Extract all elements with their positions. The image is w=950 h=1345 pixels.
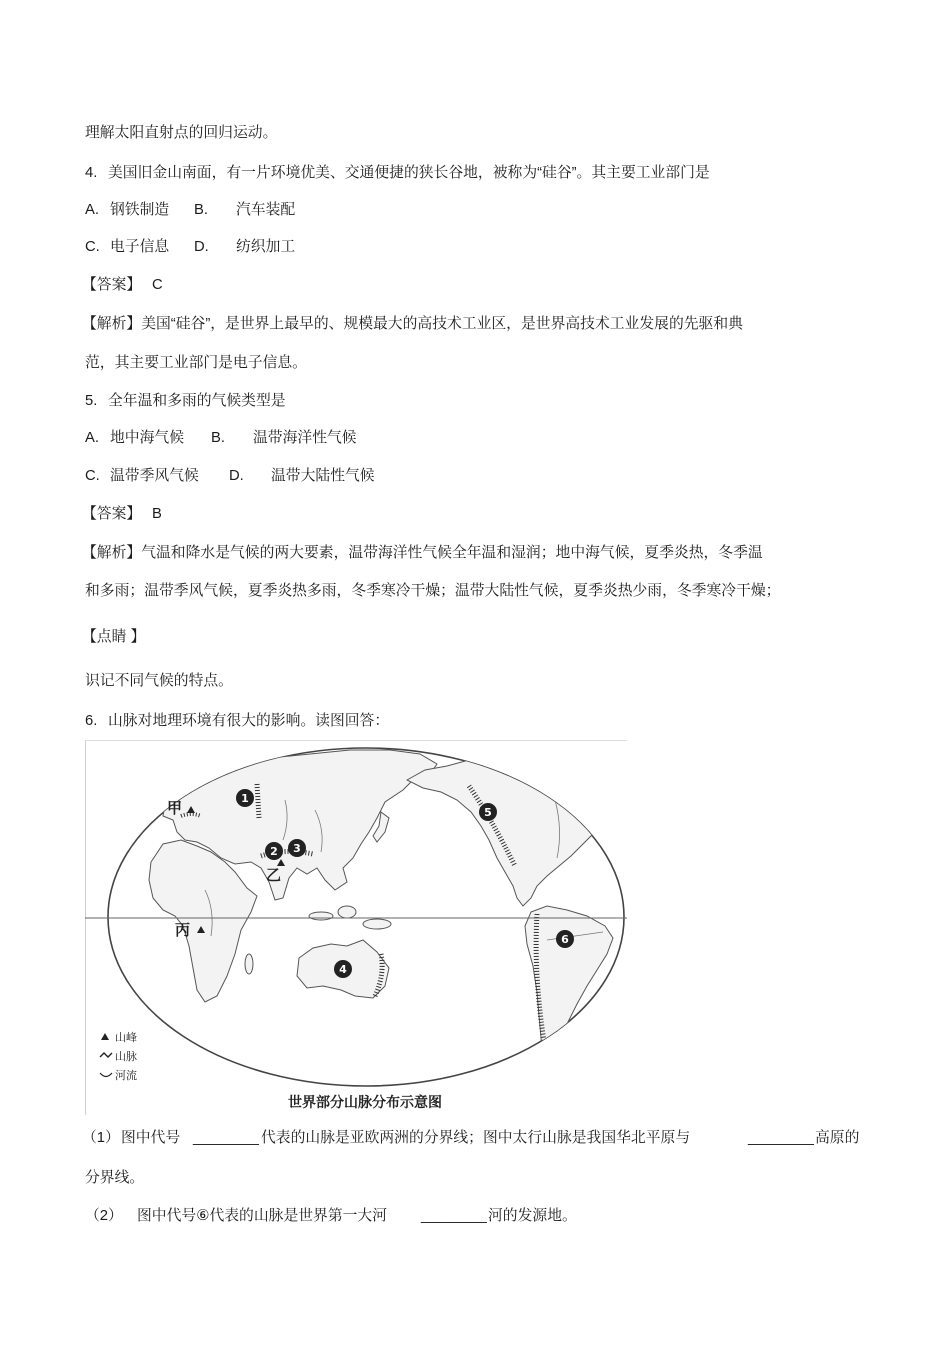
q4-analysis-label: 【解析】: [82, 316, 142, 332]
q5-option-c-text: 温带季风气候: [110, 468, 199, 484]
tip-text: 识记不同气候的特点。: [85, 673, 233, 689]
q5-answer: B: [152, 506, 162, 522]
q6-sub1-text-b: 代表的山脉是亚欧两洲的分界线；图中太行山脉是我国华北平原与: [261, 1130, 691, 1146]
legend-peak-label: 山峰: [115, 1031, 137, 1044]
q6-sub2-text-b: 河的发源地。: [488, 1208, 577, 1224]
q5-option-d-text: 温带大陆性气候: [271, 468, 375, 484]
q5-option-b-letter: B.: [211, 430, 225, 446]
q4-option-c-text: 电子信息: [110, 239, 170, 255]
map-svg: [85, 740, 627, 1115]
q6-sub1-blank-b: ________: [748, 1130, 814, 1146]
q5-number: 5.: [85, 393, 98, 409]
marker-1-label: 1: [241, 792, 249, 805]
q4-answer: C: [152, 277, 163, 293]
map-legend: [100, 1030, 137, 1082]
q4-option-b-text: 汽车装配: [236, 202, 296, 218]
tip-label: 【点睛 】: [82, 629, 146, 645]
islands-new-guinea: [363, 919, 391, 929]
q4-option-a-text: 钢铁制造: [110, 202, 170, 218]
q5-option-d-letter: D.: [229, 468, 244, 484]
q4-analysis-text-1: 美国“硅谷”，是世界上最早的、规模最大的高技术工业区，是世界高技术工业发展的先驱和典: [141, 316, 743, 332]
mountain-range-icon: [100, 1053, 112, 1057]
q4-stem: 美国旧金山南面，有一片环境优美、交通便捷的狭长谷地，被称为“硅谷”。其主要工业部门是: [108, 165, 710, 181]
q5-option-c-letter: C.: [85, 468, 100, 484]
marker-5: [479, 803, 497, 821]
marker-1: [236, 789, 254, 807]
islands-madagascar: [245, 954, 253, 974]
q5-analysis-label: 【解析】: [82, 545, 142, 561]
legend-range-label: 山脉: [115, 1050, 137, 1063]
q6-sub1-text-c: 高原的: [815, 1130, 860, 1146]
marker-3: [288, 839, 306, 857]
q6-stem: 山脉对地理环境有很大的影响。读图回答：: [108, 713, 390, 729]
marker-6: [556, 930, 574, 948]
q4-option-d-text: 纺织加工: [236, 239, 296, 255]
q6-sub2-text-a: 图中代号⑥代表的山脉是世界第一大河: [137, 1208, 388, 1224]
q4-option-a-letter: A.: [85, 202, 99, 218]
marker-4: [334, 960, 352, 978]
q6-sub1-text-d: 分界线。: [85, 1170, 145, 1186]
world-mountains-map: [85, 740, 627, 1115]
marker-6-label: 6: [561, 933, 569, 946]
q5-answer-label: 【答案】: [82, 506, 142, 522]
q6-sub2-blank-a: ________: [421, 1208, 487, 1224]
marker-2: [265, 842, 283, 860]
marker-3-label: 3: [293, 842, 301, 855]
place-label-bing: 丙: [175, 921, 191, 939]
q5-analysis-line-2: 和多雨；温带季风气候，夏季炎热多雨，冬季寒冷干燥；温带大陆性气候，夏季炎热少雨，冬季寒冷干燥；: [85, 583, 781, 599]
q4-number: 4.: [85, 165, 98, 181]
marker-5-label: 5: [484, 806, 492, 819]
continent-greenland: [555, 750, 607, 780]
intro-text: 理解太阳直射点的回归运动。: [85, 125, 278, 141]
q5-option-b-text: 温带海洋性气候: [253, 430, 357, 446]
islands-britain: [161, 783, 169, 797]
q4-option-c-letter: C.: [85, 239, 100, 255]
q5-option-a-text: 地中海气候: [110, 430, 184, 446]
q6-sub1-blank-a: ________: [193, 1130, 259, 1146]
q4-answer-label: 【答案】: [82, 277, 142, 293]
map-caption: 世界部分山脉分布示意图: [288, 1095, 442, 1111]
q6-number: 6.: [85, 713, 98, 729]
q6-sub2-label: （2）: [85, 1208, 123, 1224]
q4-option-b-letter: B.: [194, 202, 208, 218]
q5-analysis-text-1: 气温和降水是气候的两大要素，温带海洋性气候全年温和湿润；地中海气候，夏季炎热，冬季温: [141, 545, 763, 561]
place-label-jia: 甲: [167, 799, 183, 817]
islands-indonesia-2: [338, 906, 356, 918]
q6-sub1-text-a: 图中代号: [121, 1130, 181, 1146]
marker-2-label: 2: [270, 845, 278, 858]
q5-stem: 全年温和多雨的气候类型是: [108, 393, 286, 409]
q5-option-a-letter: A.: [85, 430, 99, 446]
islands-indonesia-1: [309, 912, 333, 920]
peak-icon: [101, 1033, 109, 1040]
q5-analysis-line-1: [82, 543, 763, 563]
q4-option-d-letter: D.: [194, 239, 209, 255]
legend-river-label: 河流: [115, 1069, 137, 1082]
river-icon: [100, 1073, 112, 1077]
q4-analysis-line-1: [82, 314, 743, 334]
q6-sub1-label: （1）: [82, 1130, 120, 1146]
q4-analysis-line-2: 范，其主要工业部门是电子信息。: [85, 355, 307, 371]
place-label-yi: 乙: [266, 866, 282, 884]
marker-4-label: 4: [339, 963, 347, 976]
